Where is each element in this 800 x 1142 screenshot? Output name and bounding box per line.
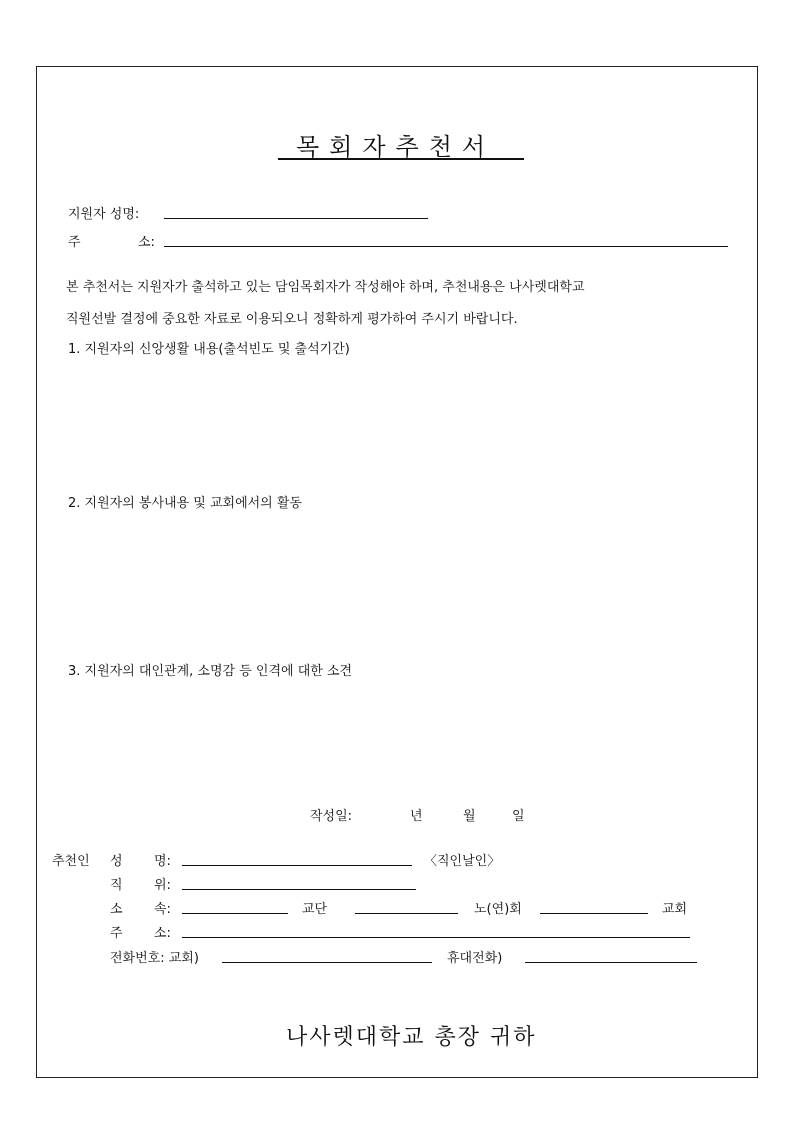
title-underline (278, 158, 524, 160)
district-field[interactable] (355, 913, 458, 914)
date-year: 년 (410, 809, 423, 824)
applicant-address-field[interactable] (164, 246, 728, 247)
phone-label: 전화번호: 교회) (110, 951, 199, 966)
recommender-heading: 추천인 (52, 854, 90, 869)
recommender-position-field[interactable] (182, 889, 416, 890)
section-2-heading: 2. 지원자의 봉사내용 및 교회에서의 활동 (68, 496, 302, 511)
denomination-field[interactable] (182, 913, 288, 914)
church-phone-field[interactable] (222, 962, 432, 963)
church-label: 교회 (662, 902, 688, 917)
section-3-heading: 3. 지원자의 대인관계, 소명감 등 인격에 대한 소견 (68, 664, 353, 679)
applicant-address-label-2: 소: (138, 235, 155, 250)
closing-addressee: 나사렛대학교 총장 귀하 (286, 1025, 537, 1050)
recommender-name-label-2: 명: (154, 854, 171, 869)
recommender-affiliation-label-2: 속: (154, 902, 171, 917)
district-label: 노(연)회 (474, 902, 522, 917)
recommender-name-field[interactable] (182, 865, 412, 866)
recommender-position-label-2: 위: (154, 878, 171, 893)
recommender-position-label-1: 직 (110, 878, 123, 893)
mobile-label: 휴대전화) (447, 951, 503, 966)
denomination-label: 교단 (302, 902, 328, 917)
applicant-name-field[interactable] (164, 218, 428, 219)
section-1-heading: 1. 지원자의 신앙생활 내용(출석빈도 및 출석기간) (68, 342, 350, 357)
seal-note: 〈직인날인〉 (424, 854, 501, 869)
form-title: 목회자추천서 (296, 133, 496, 161)
church-field[interactable] (540, 913, 648, 914)
recommender-name-label-1: 성 (110, 854, 123, 869)
date-day: 일 (512, 809, 525, 824)
applicant-address-label-1: 주 (68, 235, 81, 250)
mobile-phone-field[interactable] (525, 962, 697, 963)
applicant-name-label: 지원자 성명: (68, 207, 140, 222)
intro-line-1: 본 추천서는 지원자가 출석하고 있는 담임목회자가 작성해야 하며, 추천내용은 나사렛대학교 (66, 280, 585, 295)
date-label: 작성일: (310, 809, 353, 824)
recommender-address-field[interactable] (182, 937, 690, 938)
recommender-address-label-1: 주 (110, 926, 123, 941)
date-month: 월 (463, 809, 476, 824)
intro-line-2: 직원선발 결정에 중요한 자료로 이용되오니 정확하게 평가하여 주시기 바랍니다. (66, 312, 518, 327)
recommender-affiliation-label-1: 소 (110, 902, 123, 917)
recommender-address-label-2: 소: (154, 926, 171, 941)
